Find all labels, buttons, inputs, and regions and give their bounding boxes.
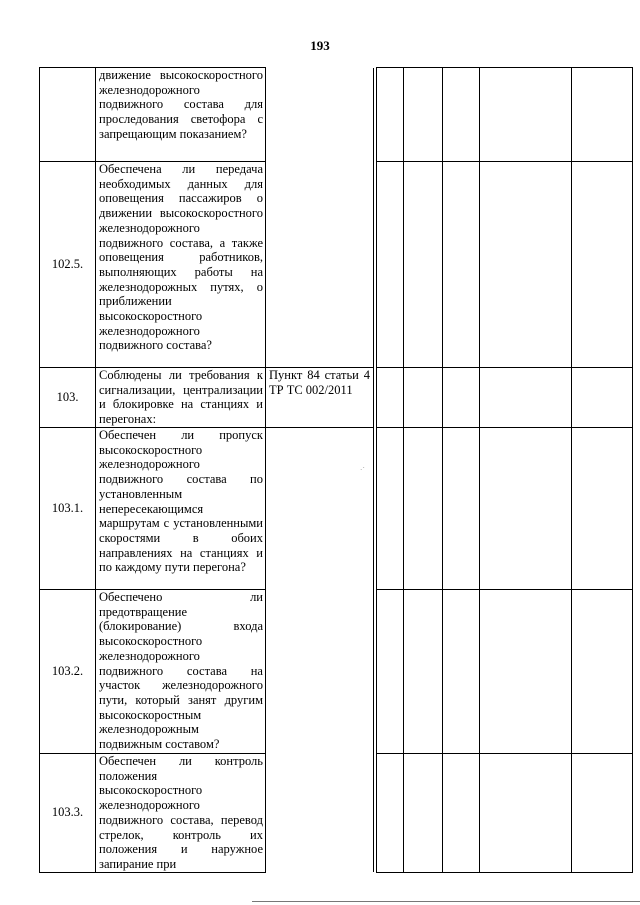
row-question: Обеспечена ли передача необходимых данных для оповещения пассажиров о движении высокоскоростного железнодорожного подвижного состава, а также оповещения работников, выполняющих работы на железнодорожных путях, о приближении высокоскоростного железнодорожного подвижного состава?	[96, 162, 266, 368]
table-row	[40, 590, 633, 754]
checklist-table	[39, 67, 633, 873]
row-number	[40, 68, 96, 162]
row-question: Соблюдены ли требования к сигнализации, централизации и блокировке на станциях и перегонах:	[96, 368, 266, 428]
table-row	[40, 162, 633, 368]
row-reference	[266, 162, 374, 368]
page-number: 193	[310, 38, 330, 53]
row-number: 103.3.	[40, 754, 96, 873]
scan-speck: ·´	[360, 466, 365, 474]
table-row	[40, 754, 633, 873]
row-question: Обеспечено ли предотвращение (блокирование) входа высокоскоростного железнодорожного подвижного состава на участок железнодорожного пути, который занят другим высокоскоростным железнодорожным подвижным составом?	[96, 590, 266, 754]
row-number: 103.1.	[40, 428, 96, 590]
row-reference	[266, 428, 374, 590]
row-reference	[266, 590, 374, 754]
table-row	[40, 68, 633, 162]
row-number: 102.5.	[40, 162, 96, 368]
row-reference	[266, 68, 374, 162]
row-reference: Пункт 84 статьи 4 ТР ТС 002/2011	[266, 368, 374, 428]
row-question: движение высокоскоростного железнодорожного подвижного состава для проследования светофора с запрещающим показанием?	[96, 68, 266, 162]
table-row	[40, 428, 633, 590]
row-reference	[266, 754, 374, 873]
row-number: 103.	[40, 368, 96, 428]
table-row	[40, 368, 633, 428]
page-bottom-rule	[252, 901, 640, 902]
row-question: Обеспечен ли контроль положения высокоскоростного железнодорожного подвижного состава, перевод стрелок, контроль их положения и наружное запирание при	[96, 754, 266, 873]
row-question: Обеспечен ли пропуск высокоскоростного железнодорожного подвижного состава по установленным непересекающимся маршрутам с установленными скоростями в обоих направлениях на станциях и по каждому пути перегона?	[96, 428, 266, 590]
row-number: 103.2.	[40, 590, 96, 754]
